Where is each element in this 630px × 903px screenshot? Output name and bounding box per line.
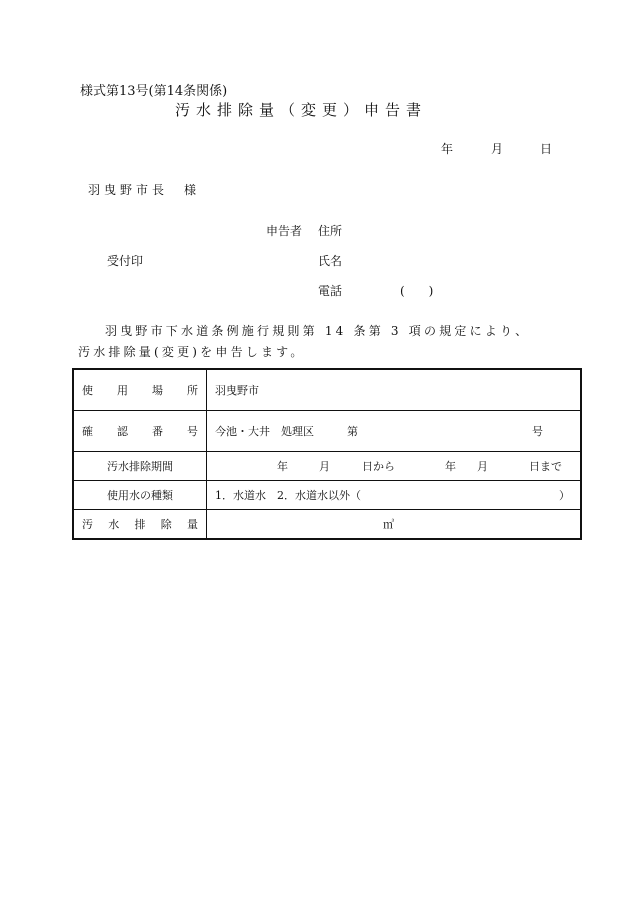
addressee: 羽曳野市長 様 [88, 183, 201, 197]
phone-parentheses: ( ) [400, 284, 434, 298]
table-row [73, 369, 581, 411]
label-char: 使 [82, 384, 93, 397]
number-prefix: 第 [347, 425, 358, 438]
date-year-label: 年 [441, 142, 454, 156]
label-char: 除 [160, 518, 172, 531]
form-number: 様式第13号(第14条関係) [80, 84, 228, 99]
label-text: 汚水排除期間 [107, 460, 173, 473]
label-char: 汚 [82, 518, 93, 531]
period-start-day: 日から [362, 460, 395, 473]
cubic-meter-unit: ㎥ [383, 518, 394, 531]
body-text-line-1: 羽曳野市下水道条例施行規則第 14 条第 3 項の規定により、 [105, 324, 531, 338]
name-label: 氏名 [318, 254, 343, 268]
water-type-label [73, 481, 207, 510]
applicant-label: 申告者 [266, 224, 303, 238]
period-start-year: 年 [277, 460, 288, 473]
label-text: 使用水の種類 [107, 489, 173, 502]
label-char: 量 [187, 518, 198, 531]
label-char: 番 [152, 425, 163, 438]
table-row [73, 481, 581, 510]
table-row [73, 411, 581, 452]
table-row [73, 452, 581, 481]
label-char: 確 [82, 425, 93, 438]
number-suffix: 号 [532, 425, 543, 438]
district-text: 今池・大井 処理区 [215, 425, 314, 438]
closing-paren: ） [559, 489, 570, 502]
label-char: 場 [152, 384, 163, 397]
date-month-label: 月 [491, 142, 504, 156]
declaration-table [72, 368, 582, 540]
usage-location-value[interactable] [207, 369, 582, 411]
reception-stamp-label: 受付印 [107, 254, 144, 268]
period-start-month: 月 [319, 460, 330, 473]
period-end-month: 月 [477, 460, 488, 473]
confirmation-number-value[interactable] [207, 411, 582, 452]
period-end-day: 日まで [529, 460, 562, 473]
table-row [73, 510, 581, 540]
discharge-amount-label [73, 510, 207, 540]
label-char: 認 [117, 425, 128, 438]
confirmation-number-label [73, 411, 207, 452]
label-char: 所 [187, 384, 198, 397]
discharge-amount-value[interactable] [207, 510, 582, 540]
usage-location-text: 羽曳野市 [215, 384, 259, 397]
address-label: 住所 [318, 224, 343, 238]
label-char: 排 [134, 518, 146, 531]
body-text-line-2: 汚水排除量(変更)を申告します。 [78, 345, 306, 359]
label-char: 用 [117, 384, 128, 397]
water-type-options: 1．水道水 2．水道水以外（ [215, 489, 361, 502]
label-char: 水 [108, 518, 120, 531]
phone-label: 電話 [318, 284, 343, 298]
discharge-period-label [73, 452, 207, 481]
water-type-value[interactable] [207, 481, 582, 510]
date-day-label: 日 [540, 142, 553, 156]
page-title: 汚水排除量（変更）申告書 [175, 101, 428, 119]
label-char: 号 [187, 425, 198, 438]
discharge-period-value[interactable] [207, 452, 582, 481]
period-end-year: 年 [445, 460, 456, 473]
usage-location-label [73, 369, 207, 411]
